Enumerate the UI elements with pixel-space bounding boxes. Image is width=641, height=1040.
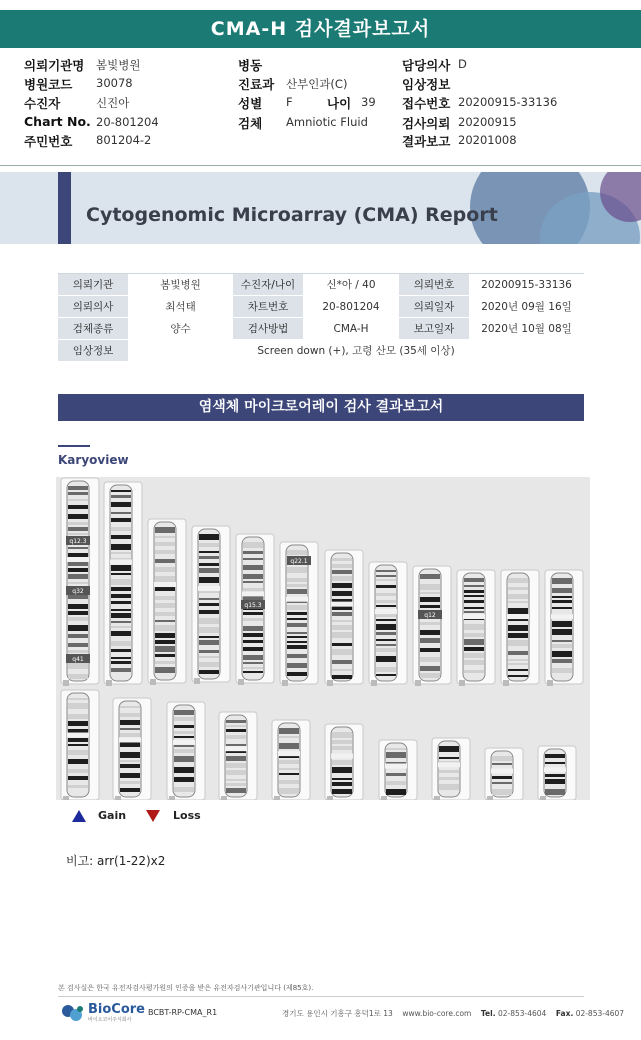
loss-triangle-icon [146, 810, 160, 822]
chromosome [148, 519, 186, 685]
tel-label: Tel. [480, 1009, 496, 1018]
chromosome [113, 698, 151, 800]
band-label: q15.3 [244, 602, 262, 609]
chromosome [192, 526, 230, 684]
divider [0, 165, 641, 166]
table-cell: 최석태 [128, 296, 233, 318]
report-title: Cytogenomic Microarray (CMA) Report [86, 204, 498, 226]
banner-accent-bar [58, 172, 71, 244]
table-cell: 봄빛병원 [128, 274, 233, 296]
info-value: 봄빛병원 [96, 58, 141, 72]
info-key: 성별 [238, 96, 263, 111]
table-cell: 2020년 09월 16일 [469, 296, 584, 318]
table-cell: 20-801204 [303, 296, 399, 318]
info-key: 결과보고 [402, 134, 451, 149]
company-logo: BioCore [88, 1002, 145, 1017]
age-value: 39 [361, 95, 376, 109]
legend-gain: Gain [98, 809, 127, 822]
table-cell: 2020년 10월 08일 [469, 318, 584, 340]
table-header-cell: 수진자/나이 [233, 274, 303, 296]
table-row [58, 274, 584, 296]
karyoview-panel [56, 477, 590, 800]
table-cell: 20200915-33136 [469, 274, 584, 296]
info-value: 20200915 [458, 115, 517, 129]
band-label: q12.3 [69, 538, 87, 545]
chromosome [325, 550, 363, 686]
legend-loss: Loss [173, 809, 201, 822]
age-label: 나이 [327, 96, 352, 111]
chromosome [432, 738, 470, 800]
table-cell: 신*아 / 40 [303, 274, 399, 296]
info-value: 신진아 [96, 96, 130, 110]
chromosome [369, 562, 407, 686]
tel: 02-853-4604 [497, 1009, 547, 1018]
biocore-logo-icon [60, 1003, 86, 1023]
info-key: 주민번호 [24, 134, 73, 149]
document-code: BCBT-RP-CMA_R1 [148, 1008, 218, 1017]
website: www.bio-core.com [402, 1009, 472, 1018]
divider [58, 996, 584, 997]
info-value: 산부인과(C) [286, 77, 348, 91]
chromosome [485, 748, 523, 800]
info-key: 병원코드 [24, 77, 73, 92]
info-key: 수진자 [24, 96, 61, 111]
fax-label: Fax. [555, 1009, 574, 1018]
info-value: D [458, 57, 467, 71]
table-header-cell: 차트번호 [233, 296, 303, 318]
chromosome [379, 740, 417, 800]
section-title: 염색체 마이크로어레이 검사 결과보고서 [58, 394, 584, 421]
table-header-cell: 임상정보 [58, 340, 128, 362]
table-header-cell: 보고일자 [399, 318, 469, 340]
info-key: 진료과 [238, 77, 275, 92]
table-header-cell: 의뢰일자 [399, 296, 469, 318]
chromosome [104, 482, 142, 686]
fax: 02-853-4607 [575, 1009, 625, 1018]
info-value: F [286, 95, 293, 109]
chromosome [167, 702, 205, 800]
table-header-cell: 검체종류 [58, 318, 128, 340]
address: 경기도 용인시 기흥구 흥덕1로 13 [282, 1009, 393, 1018]
band-label: q12 [424, 612, 436, 619]
info-key: 임상정보 [402, 77, 451, 92]
chromosome [413, 566, 451, 686]
table-header-cell: 의뢰번호 [399, 274, 469, 296]
info-value: 20201008 [458, 133, 517, 147]
table-header-cell: 의뢰의사 [58, 296, 128, 318]
info-key: Chart No. [24, 114, 91, 129]
info-value: 30078 [96, 76, 133, 90]
band-label: q22.1 [290, 558, 308, 565]
table-header-cell: 의뢰기관 [58, 274, 128, 296]
info-key: 담당의사 [402, 58, 451, 73]
info-key: 접수번호 [402, 96, 451, 111]
info-value: 801204-2 [96, 133, 152, 147]
band-label: q41 [72, 656, 84, 663]
info-value: 20200915-33136 [458, 95, 558, 109]
chromosome [501, 570, 539, 686]
table-row [58, 340, 584, 362]
chromosome [538, 746, 576, 800]
karyoview-label: Karyoview [58, 453, 129, 467]
info-key: 검사의뢰 [402, 116, 451, 131]
info-value: 20-801204 [96, 115, 159, 129]
chromosome [61, 690, 99, 800]
info-key: 병동 [238, 58, 263, 73]
report-banner [0, 172, 641, 244]
info-key: 의뢰기관명 [24, 58, 85, 73]
certification-note: 본 검사실은 한국 유전자검사평가원의 인증을 받은 유전자검사기관입니다 (제85호). [58, 984, 314, 992]
table-cell: Screen down (+), 고령 산모 (35세 이상) [128, 340, 584, 362]
table-row [58, 296, 584, 318]
chromosome [545, 570, 583, 686]
table-cell: CMA-H [303, 318, 399, 340]
chromosome [219, 712, 257, 800]
request-info-table [58, 273, 584, 362]
karyogram [56, 477, 590, 800]
table-row [58, 318, 584, 340]
chromosome [272, 720, 310, 800]
gain-triangle-icon [72, 810, 86, 822]
table-cell: 양수 [128, 318, 233, 340]
chromosome [457, 570, 495, 686]
band-label: q32 [72, 588, 84, 595]
chromosome [325, 724, 363, 800]
report-header-title: CMA-H 검사결과보고서 [0, 10, 641, 48]
chromosome [236, 534, 274, 685]
divider [58, 445, 90, 447]
info-key: 검체 [238, 116, 263, 131]
table-header-cell: 검사방법 [233, 318, 303, 340]
company-subname: 바이오코어주식회사 [88, 1017, 132, 1023]
company-contact [282, 1008, 624, 1019]
info-value: Amniotic Fluid [286, 115, 368, 129]
remark-text: 비고: arr(1-22)x2 [66, 854, 166, 868]
